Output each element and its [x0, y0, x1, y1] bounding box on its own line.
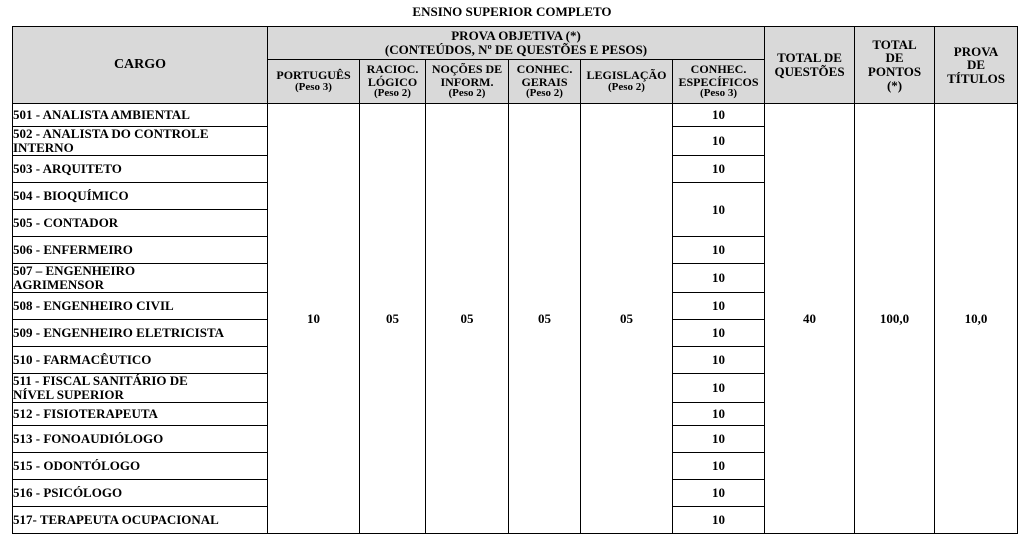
cargo-cell: 516 - PSICÓLOGO [13, 480, 268, 507]
header-total-questoes [765, 27, 855, 104]
header-prova-titulos [935, 27, 1018, 104]
header-cargo: CARGO [13, 27, 268, 104]
header-nocoes-line1: NOÇÕES DE [431, 62, 503, 77]
header-portugues-peso: (Peso 3) [295, 81, 332, 94]
header-prova-titulos-line2: DE [967, 57, 986, 73]
portugues-value: 10 [268, 104, 360, 534]
header-conhec-gerais [509, 60, 581, 104]
header-prova-titulos-line1: PROVA [953, 43, 999, 59]
nocoes-value: 05 [426, 104, 509, 534]
conhec-especificos-value: 10 [673, 156, 765, 183]
prova-titulos-value: 10,0 [935, 104, 1018, 534]
cargo-line1: 507 – ENGENHEIRO [13, 263, 136, 278]
legislacao-value: 05 [581, 104, 673, 534]
header-legislacao-peso: (Peso 2) [608, 81, 645, 94]
conhec-especificos-value: 10 [673, 480, 765, 507]
conhec-especificos-value: 10 [673, 127, 765, 156]
conhec-especificos-value: 10 [673, 453, 765, 480]
cargo-cell: 515 - ODONTÓLOGO [13, 453, 268, 480]
header-nocoes-peso: (Peso 2) [448, 87, 486, 100]
total-questoes-value: 40 [765, 104, 855, 534]
header-prova-objetiva [268, 27, 765, 60]
header-conhec-especificos [673, 60, 765, 104]
cargo-line2: NÍVEL SUPERIOR [13, 387, 124, 402]
cargo-cell: 509 - ENGENHEIRO ELETRICISTA [13, 320, 268, 347]
cargo-cell [13, 374, 268, 403]
conhec-especificos-value: 10 [673, 374, 765, 403]
header-raciocinio [360, 60, 426, 104]
cargo-cell: 501 - ANALISTA AMBIENTAL [13, 104, 268, 127]
header-portugues [268, 60, 360, 104]
cargo-line1: 502 - ANALISTA DO CONTROLE [13, 126, 209, 141]
header-total-pontos-line1: TOTAL [872, 36, 917, 52]
header-conhec-gerais-line2: GERAIS [521, 74, 568, 89]
cargo-cell: 510 - FARMACÊUTICO [13, 347, 268, 374]
conhec-especificos-value: 10 [673, 320, 765, 347]
header-prova-objetiva-line2: (CONTEÚDOS, Nº DE QUESTÕES E PESOS) [384, 42, 648, 57]
raciocinio-value: 05 [360, 104, 426, 534]
table-row [13, 104, 1018, 127]
header-conhec-gerais-peso: (Peso 2) [526, 87, 563, 100]
header-total-pontos-line4: (*) [886, 77, 903, 93]
cargo-cell: 508 - ENGENHEIRO CIVIL [13, 293, 268, 320]
cargo-cell [13, 264, 268, 293]
header-prova-titulos-line3: TÍTULOS [947, 70, 1005, 86]
header-portugues-label: PORTUGUÊS [276, 68, 351, 83]
header-conhec-especificos-line1: CONHEC. [690, 62, 747, 77]
header-nocoes [426, 60, 509, 104]
conhec-gerais-value: 05 [509, 104, 581, 534]
header-legislacao [581, 60, 673, 104]
header-legislacao-label: LEGISLAÇÃO [586, 68, 667, 83]
cargo-cell: 512 - FISIOTERAPEUTA [13, 403, 268, 426]
cargo-cell: 503 - ARQUITETO [13, 156, 268, 183]
cargo-line1: 511 - FISCAL SANITÁRIO DE [13, 373, 188, 388]
header-raciocinio-peso: (Peso 2) [374, 87, 411, 100]
exam-table [12, 26, 1018, 534]
conhec-especificos-value: 10 [673, 237, 765, 264]
cargo-cell [13, 127, 268, 156]
page-title: ENSINO SUPERIOR COMPLETO [412, 4, 612, 19]
cargo-cell: 513 - FONOAUDIÓLOGO [13, 426, 268, 453]
cargo-cell: 517- TERAPEUTA OCUPACIONAL [13, 507, 268, 534]
header-conhec-especificos-line2: ESPECÍFICOS [678, 74, 759, 89]
header-prova-objetiva-line1: PROVA OBJETIVA (*) [451, 28, 581, 44]
cargo-cell: 506 - ENFERMEIRO [13, 237, 268, 264]
header-raciocinio-line1: RACIOC. [366, 62, 419, 77]
header-conhec-especificos-peso: (Peso 3) [700, 87, 737, 100]
conhec-especificos-value: 10 [673, 403, 765, 426]
header-total-pontos [855, 27, 935, 104]
conhec-especificos-value: 10 [673, 347, 765, 374]
header-total-pontos-line3: PONTOS [867, 64, 922, 79]
cargo-line2: AGRIMENSOR [13, 277, 105, 292]
conhec-especificos-value: 10 [673, 264, 765, 293]
conhec-especificos-value: 10 [673, 507, 765, 534]
conhec-especificos-value: 10 [673, 183, 765, 237]
conhec-especificos-value: 10 [673, 426, 765, 453]
header-total-questoes-line2: QUESTÕES [774, 64, 845, 79]
cargo-line2: INTERNO [13, 140, 74, 155]
header-total-questoes-line1: TOTAL DE [777, 50, 842, 66]
header-raciocinio-line2: LÓGICO [367, 74, 418, 89]
total-pontos-value: 100,0 [855, 104, 935, 534]
cargo-cell: 504 - BIOQUÍMICO [13, 183, 268, 210]
conhec-especificos-value: 10 [673, 104, 765, 127]
header-nocoes-line2: INFORM. [440, 74, 494, 89]
cargo-cell: 505 - CONTADOR [13, 210, 268, 237]
header-conhec-gerais-line1: CONHEC. [516, 62, 573, 77]
conhec-especificos-value: 10 [673, 293, 765, 320]
header-total-pontos-line2: DE [885, 50, 904, 66]
